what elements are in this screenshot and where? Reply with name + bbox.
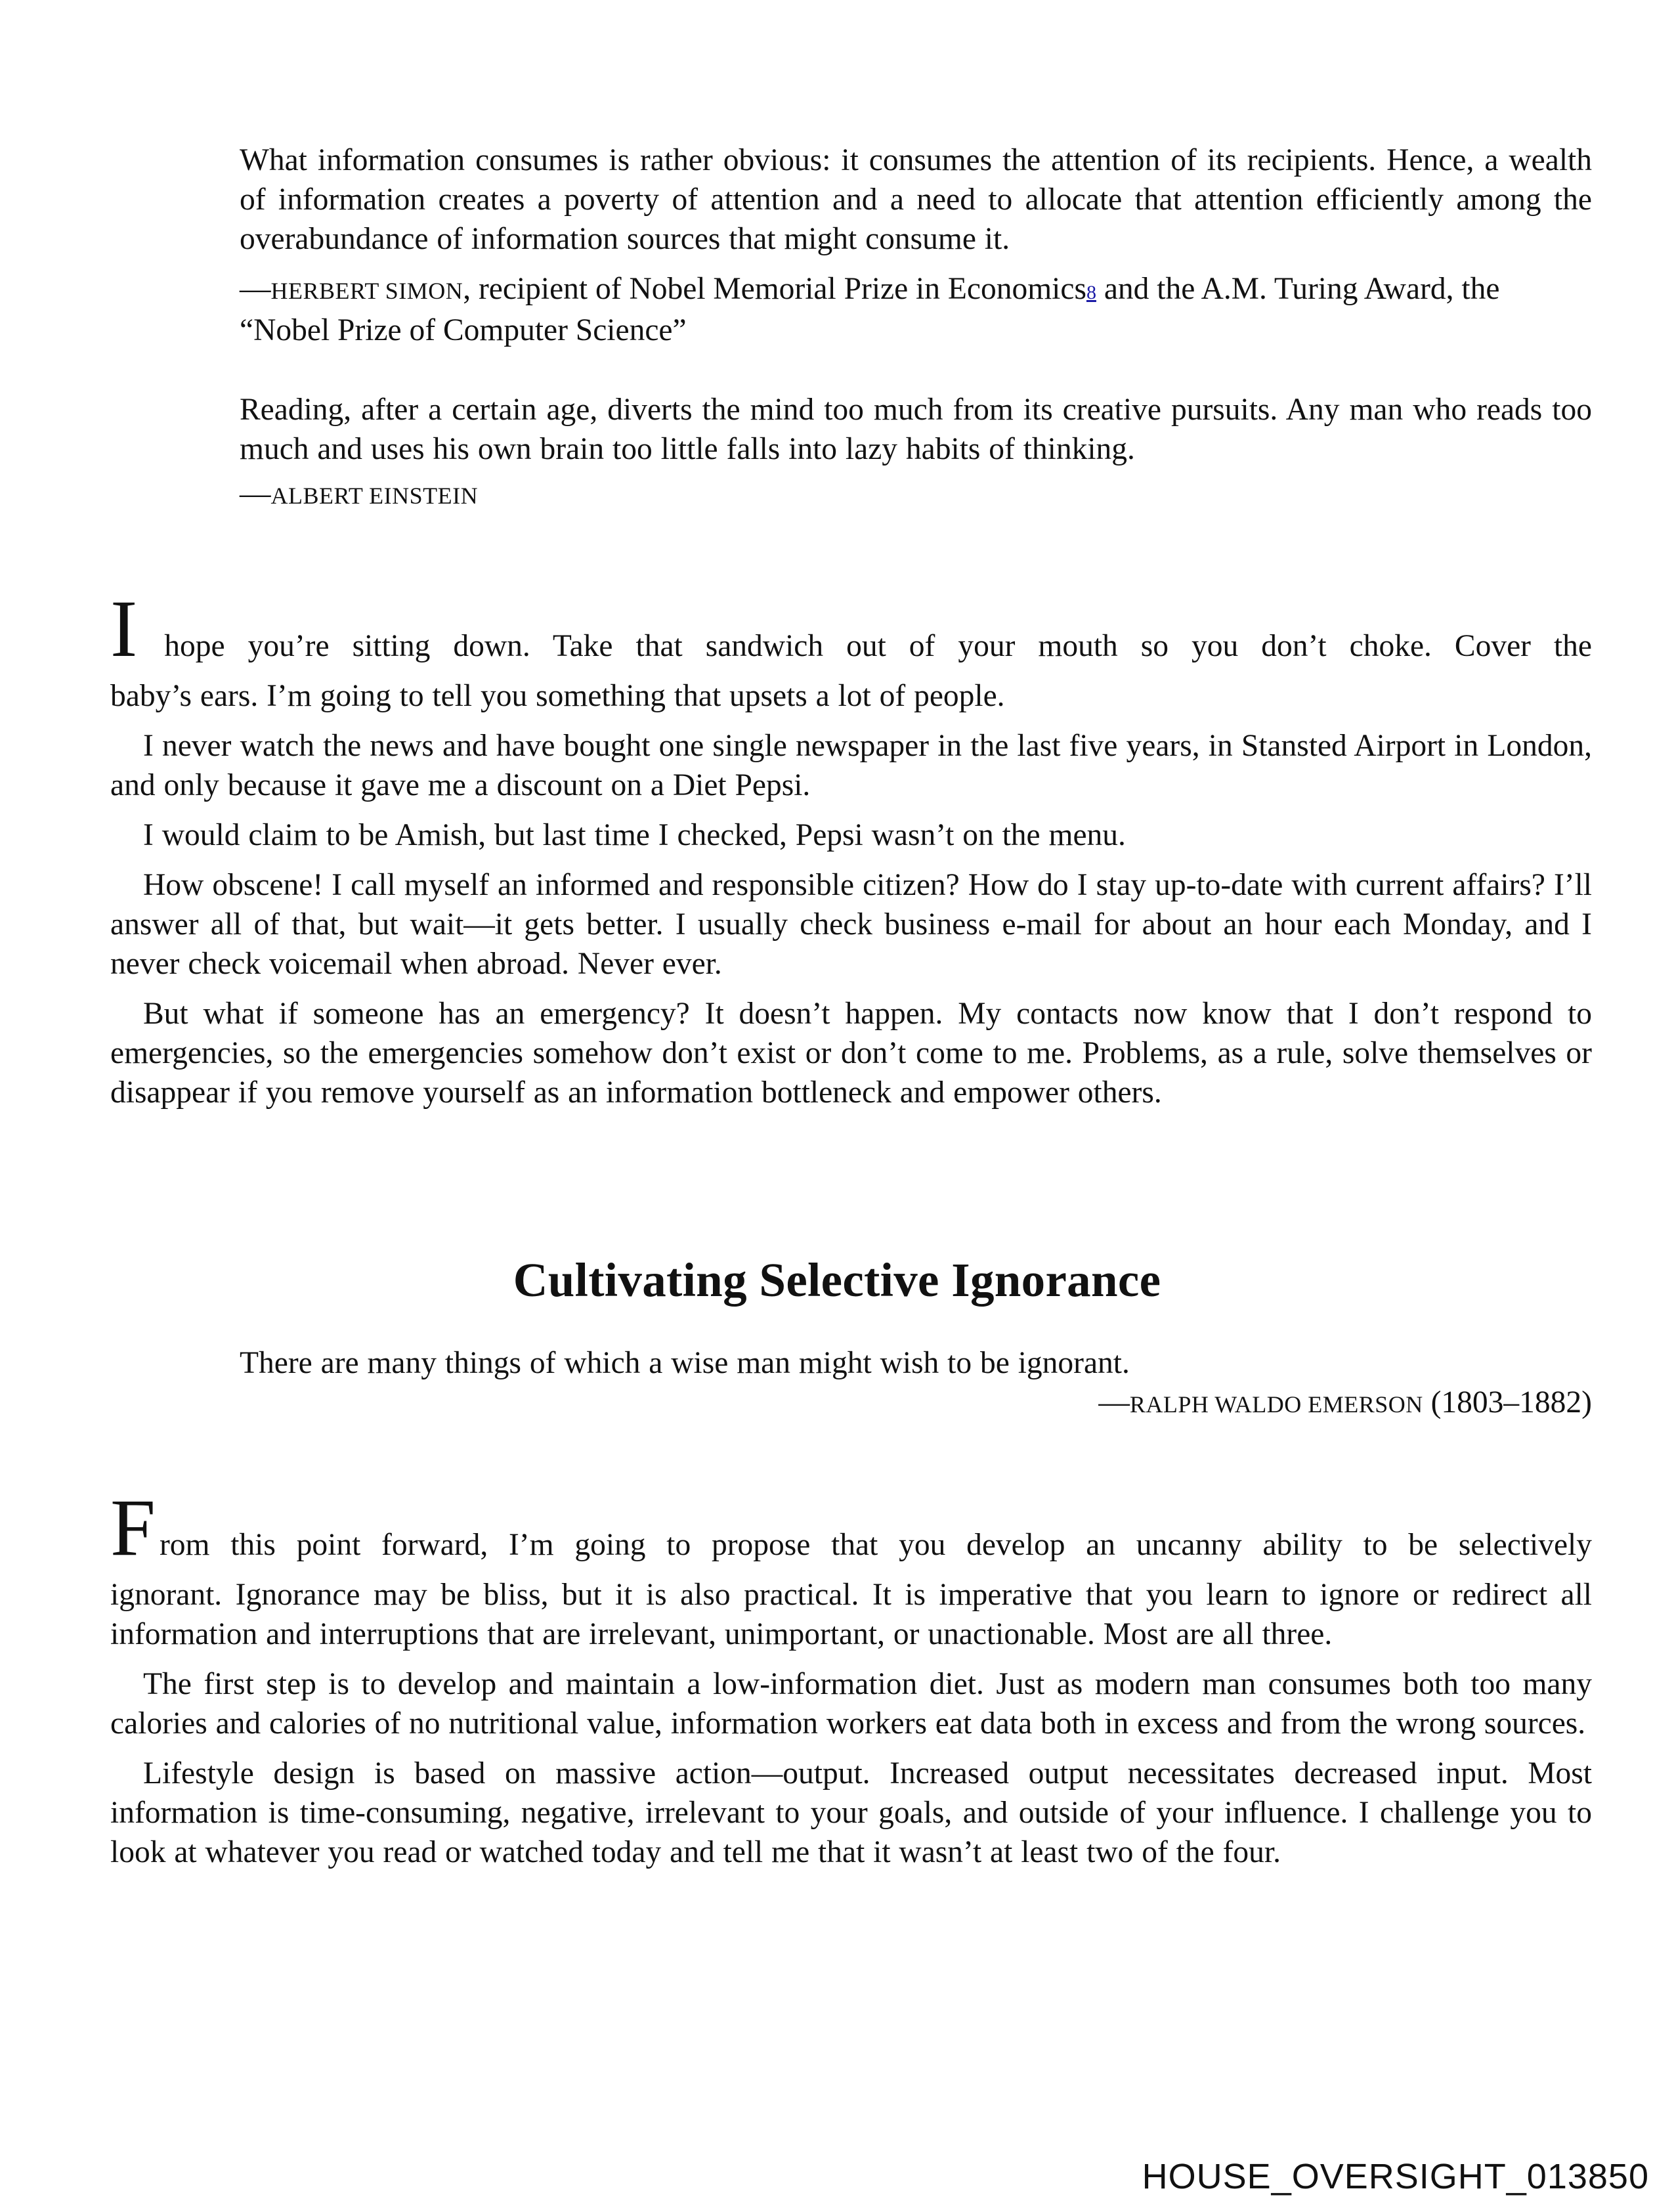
footnote-link[interactable]: 8 bbox=[1086, 282, 1096, 303]
epigraph-emerson bbox=[240, 1343, 1592, 1424]
dropcap: I bbox=[110, 584, 138, 674]
dropcap-paragraph-first-line: I hope you’re sitting down. Take that sandwich out of your mouth so you don’t choke. Cover the bbox=[110, 584, 1592, 674]
section-heading: Cultivating Selective Ignorance bbox=[513, 1253, 1161, 1307]
epigraph-simon bbox=[240, 141, 1592, 350]
dropcap: F bbox=[110, 1483, 156, 1572]
epigraph-attribution: —HERBERT SIMON, recipient of Nobel Memorial Prize in Economics$^8$ and the A.M. Turing Award, the “Nobel Prize of Computer Science” bbox=[240, 272, 1500, 347]
epigraph-quote: There are many things of which a wise man might wish to be ignorant. bbox=[240, 1346, 1130, 1380]
epigraph-attribution: —ALBERT EINSTEIN bbox=[240, 477, 479, 511]
section-body bbox=[110, 1483, 1592, 1872]
bates-number: HOUSE_OVERSIGHT_013850 bbox=[1142, 2157, 1649, 2196]
epigraph-quote: Reading, after a certain age, diverts the mind too much from its creative pursuits. Any man who reads too much and uses his own brain too little falls into lazy habits of thinking. bbox=[240, 393, 1592, 466]
epigraph-quote: What information consumes is rather obvious: it consumes the attention of its recipients. Hence, a wealth of information creates a poverty of attention and a need to allocate that attention efficiently among the overabundance of information sources that might consume it. bbox=[240, 143, 1592, 256]
epigraph-author: ALBERT EINSTEIN bbox=[270, 483, 479, 509]
paragraph: ignorant. Ignorance may be bliss, but it is also practical. It is imperative that you learn to ignore or redirect all information and interruptions that are irrelevant, unimportant, or unactionable. Most are all three. bbox=[110, 1578, 1592, 1651]
epigraph-einstein bbox=[240, 390, 1592, 515]
intro-body bbox=[110, 584, 1592, 1112]
paragraph: How obscene! I call myself an informed and responsible citizen? How do I stay up-to-date with current affairs? I’ll answer all of that, but wait—it gets better. I usually check business e-mail for about an hour each Monday, and I never check voicemail when abroad. Never ever. bbox=[110, 868, 1592, 981]
dropcap-paragraph-first-line: From this point forward, I’m going to propose that you develop an uncanny ability to be selectively bbox=[110, 1483, 1592, 1572]
paragraph: I never watch the news and have bought one single newspaper in the last five years, in Stansted Airport in London, and only because it gave me a discount on a Diet Pepsi. bbox=[110, 729, 1592, 802]
epigraph-attribution: —RALPH WALDO EMERSON (1803–1882) bbox=[1098, 1385, 1592, 1420]
paragraph: The first step is to develop and maintain a low-information diet. Just as modern man consumes both too many calories and calories of no nutritional value, information workers eat data both in excess and from the wrong sources. bbox=[110, 1667, 1592, 1741]
paragraph: baby’s ears. I’m going to tell you something that upsets a lot of people. bbox=[110, 679, 1005, 713]
paragraph: I would claim to be Amish, but last time I checked, Pepsi wasn’t on the menu. bbox=[143, 818, 1126, 852]
epigraph-author: HERBERT SIMON bbox=[270, 278, 463, 304]
paragraph: But what if someone has an emergency? It doesn’t happen. My contacts now know that I don’t respond to emergencies, so the emergencies somehow don’t exist or don’t come to me. Problems, as a rule, solve themselves or disappear if you remove yourself as an information bottleneck and empower others. bbox=[110, 997, 1592, 1110]
paragraph: Lifestyle design is based on massive action—output. Increased output necessitates decreased input. Most information is time-consuming, negative, irrelevant to your goals, and outside of your influence. I challenge you to look at whatever you read or watched today and tell me that it wasn’t at least two of the four. bbox=[110, 1756, 1592, 1869]
epigraph-author: RALPH WALDO EMERSON bbox=[1129, 1391, 1423, 1418]
